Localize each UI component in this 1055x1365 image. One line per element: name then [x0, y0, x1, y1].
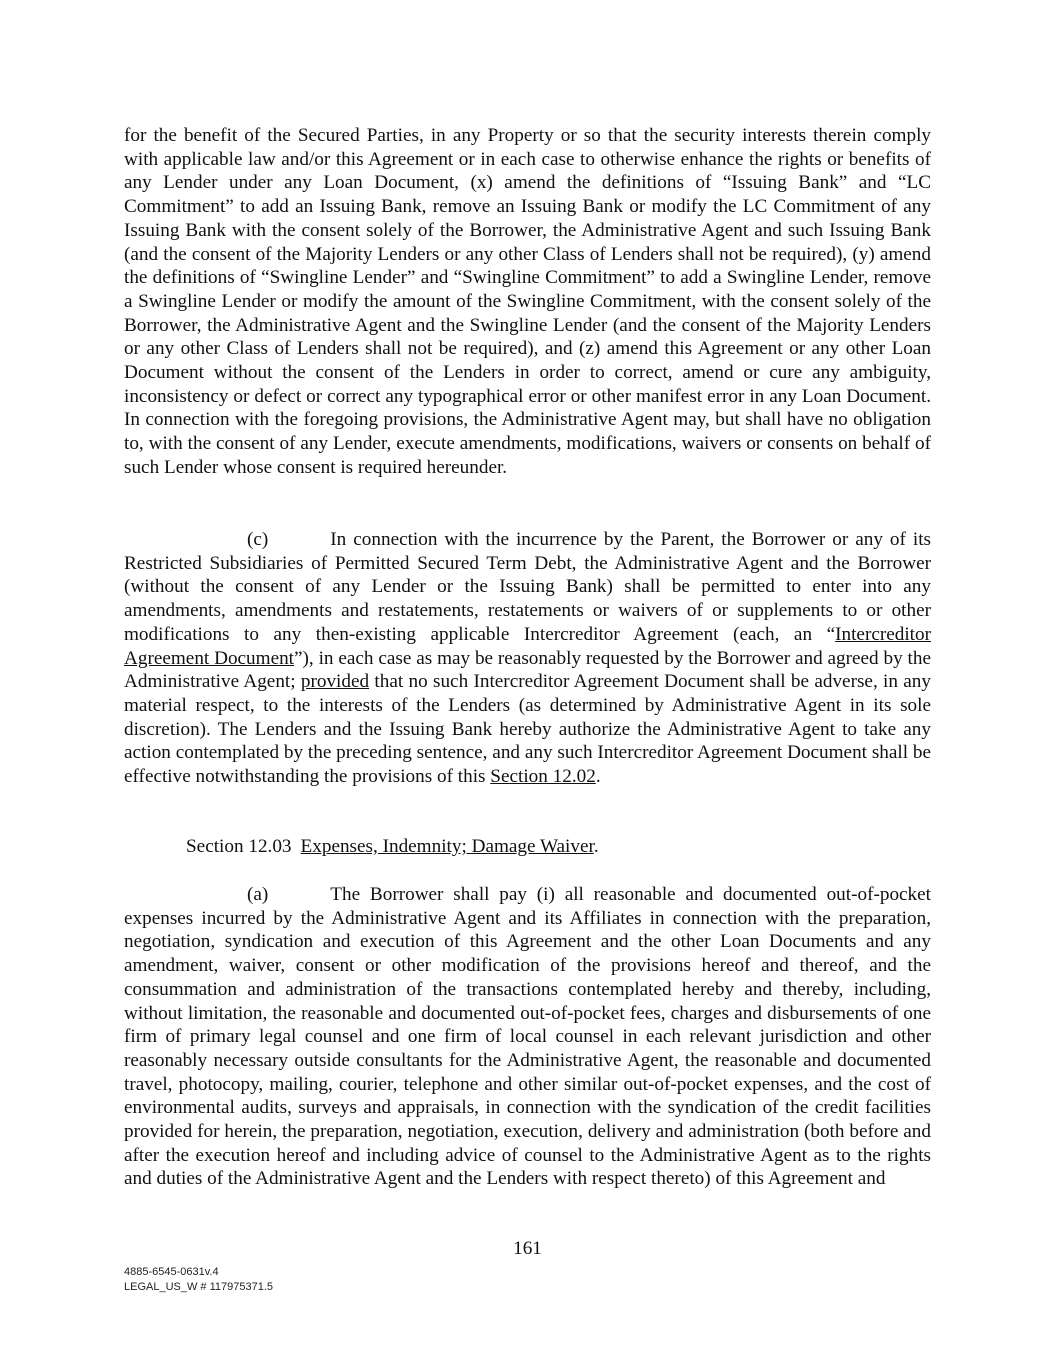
provided-term: provided [300, 671, 370, 693]
paragraph-text: The Borrower shall pay (i) all reasonable and documented out-of-pocket expenses incurred by the Administrative Agent and its Affiliates in connection with the preparation, negotiation, syndication and execution of this Agreement and the other Loan Documents and any amendment, waiver, consent or other modification of the provisions hereof and thereof, and the consummation and administration of the transactions contemplated hereby and thereby, including, without limitation, the reasonable and documented out-of-pocket fees, charges and disbursements of one firm of primary legal counsel and one firm of local counsel in each relevant jurisdiction and other reasonably necessary outside consultants for the Administrative Agent, the reasonable and documented travel, photocopy, mailing, courier, telephone and other similar out-of-pocket expenses, and the cost of environmental audits, surveys and appraisals, in connection with the syndication of the credit facilities provided for herein, the preparation, negotiation, execution, delivery and administration (both before and after the execution hereof and including advice of counsel to the Administrative Agent as to the rights and duties of the Administrative Agent and the Lenders with respect thereto) of this Agreement and [124, 884, 931, 1190]
section-reference: Section 12.02 [490, 766, 596, 788]
paragraph-text: In connection with the incurrence by the Parent, the Borrower or any of its Restricted Subsidiaries of Permitted Secured Term Debt, the Administrative Agent and the Borrower (without the consent of any Lender or the Issuing Bank) shall be permitted to enter into any amendments, amendments and restatements, restatements or waivers of or supplements to or other modifications to any then-existing applicable Intercreditor Agreement (each, an “ [124, 529, 931, 645]
paragraph-label: (c) [247, 529, 269, 550]
defined-term: Intercreditor Agreement Document [124, 623, 931, 669]
footer-legal-id: LEGAL_US_W # 117975371.5 [124, 1281, 274, 1293]
paragraph-text: . [595, 766, 601, 788]
paragraph-text: that no such Intercreditor Agreement Document shall be adverse, in any material respect, to the interests of the Lenders (as determined by Administrative Agent in its sole discretion). The Lenders and the Issuing Bank hereby authorize the Administrative Agent to take any action contemplated by the preceding sentence, and any such Intercreditor Agreement Document shall be effective notwithstanding the provisions of this [124, 671, 931, 788]
document-footer [124, 1265, 273, 1295]
paragraph-c [124, 528, 931, 789]
page-number: 161 [513, 1238, 542, 1259]
section-title: Expenses, Indemnity; Damage Waiver [300, 836, 594, 857]
paragraph-a [124, 883, 931, 1191]
section-title-period: . [593, 836, 599, 857]
paragraph-continuation: for the benefit of the Secured Parties, in any Property or so that the security interests therein comply with applicable law and/or this Agreement or in each case to otherwise enhance the rights or benefits of any Lender under any Loan Document, (x) amend the definitions of “Issuing Bank” and “LC Commitment” to add an Issuing Bank, remove an Issuing Bank or modify the LC Commitment of any Issuing Bank with the consent solely of the Borrower, the Administrative Agent and such Issuing Bank (and the consent of the Majority Lenders or any other Class of Lenders shall not be required), (y) amend the definitions of “Swingline Lender” and “Swingline Commitment” to add a Swingline Lender, remove a Swingline Lender or modify the amount of the Swingline Commitment, with the consent solely of the Borrower, the Administrative Agent and the Swingline Lender (and the consent of the Majority Lenders or any other Class of Lenders shall not be required), and (z) amend this Agreement or any other Loan Document without the consent of the Lenders in order to correct, amend or cure any ambiguity, inconsistency or defect or correct any typographical error or other manifest error in any Loan Document. In connection with the foregoing provisions, the Administrative Agent may, but shall have no obligation to, with the consent of any Lender, execute amendments, modifications, waivers or consents on behalf of such Lender whose consent is required hereunder. [124, 125, 931, 478]
section-number: Section 12.03 [186, 836, 292, 857]
paragraph-label: (a) [247, 884, 269, 905]
footer-doc-id: 4885-6545-0631v.4 [124, 1266, 219, 1278]
section-heading [186, 835, 599, 859]
paragraph-text: ”), in each case as may be reasonably requested by the Borrower and agreed by the Administrative Agent; [124, 647, 931, 693]
